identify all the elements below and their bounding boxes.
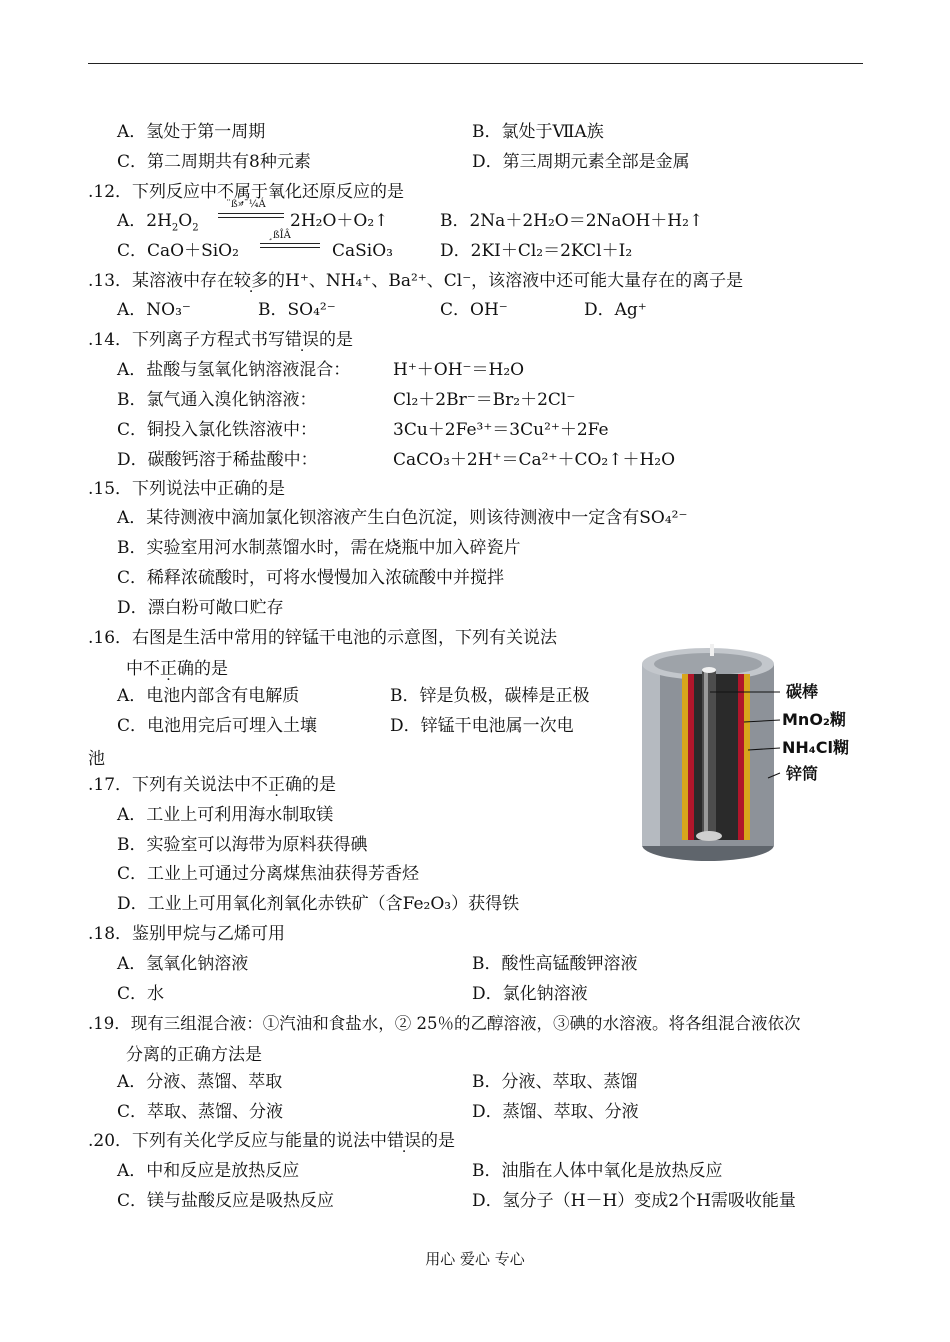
q17-option-a: A．工业上可利用海水制取镁	[117, 805, 334, 825]
q12-option-b: B．2Na＋2H₂O＝2NaOH＋H₂↑	[440, 211, 704, 231]
q19-option-a: A．分液、蒸馏、萃取	[117, 1072, 283, 1092]
q14-option-c-equation: 3Cu＋2Fe³⁺＝3Cu²⁺＋2Fe	[393, 420, 609, 440]
q15-option-b: B．实验室用河水制蒸馏水时，需在烧瓶中加入碎瓷片	[117, 538, 521, 558]
q19-option-b: B．分液、萃取、蒸馏	[472, 1072, 638, 1092]
zinc-manganese-battery-figure	[640, 640, 870, 870]
q18-option-b: B．酸性高锰酸钾溶液	[472, 954, 638, 974]
q15-option-c: C．稀释浓硫酸时，可将水慢慢加入浓硫酸中并搅拌	[117, 568, 505, 588]
emphasis: 不正确	[251, 775, 303, 795]
q16-stem-line2: 中不正确的是	[126, 659, 228, 679]
q18-option-c: C．水	[117, 984, 165, 1004]
emphasis: 较多	[234, 271, 269, 291]
q18-stem: .18．鉴别甲烷与乙烯可用	[88, 924, 286, 944]
q14-option-b-equation: Cl₂＋2Br⁻＝Br₂＋2Cl⁻	[393, 390, 576, 410]
emphasis: 不属于	[217, 182, 269, 202]
q14-stem: .14．下列离子方程式书写错误的是	[88, 330, 354, 350]
q13-option-a: A．NO₃⁻	[117, 300, 191, 320]
q14-option-d-equation: CaCO₃＋2H⁺＝Ca²⁺＋CO₂↑＋H₂O	[393, 450, 676, 470]
q14-option-b-label: B．氯气通入溴化钠溶液：	[117, 390, 317, 410]
q16-stem: .16．右图是生活中常用的锌锰干电池的示意图，下列有关说法	[88, 628, 558, 648]
q12-option-c: C．CaO＋SiO₂	[117, 241, 239, 261]
q20-option-a: A．中和反应是放热反应	[117, 1161, 300, 1181]
q13-option-d: D．Ag⁺	[584, 300, 647, 320]
q19-stem-line2: 分离的正确方法是	[126, 1045, 262, 1065]
q12-option-d: D．2KI＋Cl₂＝2KCl＋I₂	[440, 241, 633, 261]
page-footer: 用心 爱心 专心	[425, 1250, 525, 1268]
emphasis: 错误	[387, 1131, 422, 1151]
q18-option-a: A．氢氧化钠溶液	[117, 954, 249, 974]
q16-option-b: B．锌是负极，碳棒是正极	[390, 686, 590, 706]
q15-option-d: D．漂白粉可敞口贮存	[117, 598, 284, 618]
q17-option-d: D．工业上可用氧化剂氧化赤铁矿（含Fe₂O₃）获得铁	[117, 894, 520, 914]
q20-option-c: C．镁与盐酸反应是吸热反应	[117, 1191, 335, 1211]
q12-c-condition: ¸ßÎÂ	[268, 230, 291, 241]
q16-option-a: A．电池内部含有电解质	[117, 686, 300, 706]
label-nh4cl: NH₄Cl糊	[782, 738, 850, 757]
q12-stem: .12．下列反应中不属于氧化还原反应的是	[88, 182, 405, 202]
q16-option-c: C．电池用完后可埋入土壤	[117, 716, 318, 736]
q14-option-d-label: D．碳酸钙溶于稀盐酸中：	[117, 450, 318, 470]
q11-option-b: B．氯处于ⅦA族	[472, 122, 604, 142]
q17-option-b: B．实验室可以海带为原料获得碘	[117, 835, 368, 855]
label-carbon-rod: 碳棒	[786, 682, 819, 701]
q18-option-d: D．氯化钠溶液	[472, 984, 588, 1004]
q14-option-a-equation: H⁺＋OH⁻＝H₂O	[393, 360, 525, 380]
q16-option-d: D．锌锰干电池属一次电	[390, 716, 574, 736]
q14-option-c-label: C．铜投入氯化铁溶液中：	[117, 420, 318, 440]
q20-stem: .20．下列有关化学反应与能量的说法中错误的是	[88, 1131, 456, 1151]
q12-option-a: A．$2H_2O_2$	[117, 211, 199, 234]
q12-a-equals	[218, 213, 284, 218]
q20-option-d: D．氢分子（H－H）变成2个H需吸收能量	[472, 1191, 796, 1211]
q11-option-a: A．氢处于第一周期	[117, 122, 266, 142]
q12-a-condition: ¨ß»¯¼Á	[226, 199, 266, 210]
q12-c-products: CaSiO₃	[332, 241, 393, 261]
q15-option-a: A．某待测液中滴加氯化钡溶液产生白色沉淀，则该待测液中一定含有SO₄²⁻	[117, 508, 688, 528]
q12-c-equals	[260, 243, 320, 248]
q11-option-c: C．第二周期共有8种元素	[117, 152, 311, 172]
q15-stem: .15．下列说法中正确的是	[88, 479, 286, 499]
q16-option-d-continued: 池	[88, 749, 105, 769]
emphasis: 不正确	[143, 659, 194, 679]
label-mno2: MnO₂糊	[782, 710, 846, 729]
q17-stem: .17．下列有关说法中不正确的是	[88, 775, 337, 795]
q19-stem: .19．现有三组混合液：①汽油和食盐水，② 25％的乙醇溶液，③碘的水溶液。将各组混合液依次	[88, 1014, 801, 1033]
q19-option-d: D．蒸馏、萃取、分液	[472, 1102, 639, 1122]
header-rule	[88, 63, 863, 64]
q19-option-c: C．萃取、蒸馏、分液	[117, 1102, 284, 1122]
q13-stem: .13．某溶液中存在较多的H⁺、NH₄⁺、Ba²⁺、Cl⁻，该溶液中还可能大量存在的离子是	[88, 271, 744, 291]
q13-option-c: C．OH⁻	[440, 300, 508, 320]
label-zinc-can: 锌筒	[786, 764, 819, 783]
q13-option-b: B．SO₄²⁻	[258, 300, 336, 320]
q14-option-a-label: A．盐酸与氢氧化钠溶液混合：	[117, 360, 351, 380]
q12-a-products: 2H₂O＋O₂↑	[290, 211, 389, 231]
q20-option-b: B．油脂在人体中氧化是放热反应	[472, 1161, 723, 1181]
q17-option-c: C．工业上可通过分离煤焦油获得芳香烃	[117, 864, 420, 884]
q11-option-d: D．第三周期元素全部是金属	[472, 152, 690, 172]
battery-body	[642, 644, 774, 861]
emphasis: 错误	[285, 330, 320, 350]
